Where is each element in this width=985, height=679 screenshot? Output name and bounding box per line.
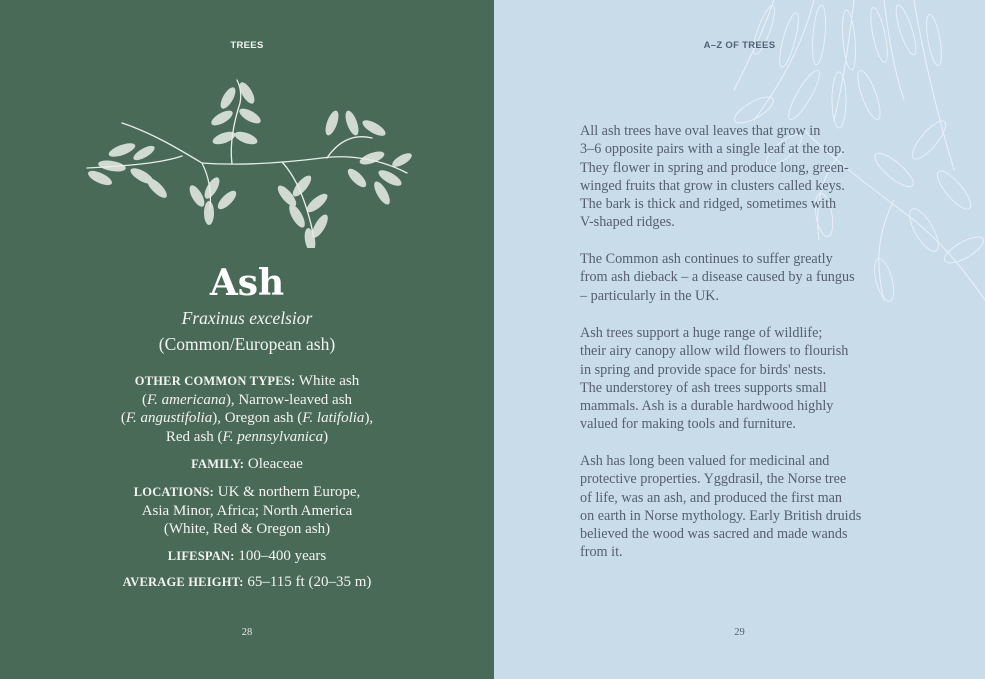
fact-value: ( <box>141 391 147 408</box>
fact-label: LIFESPAN: <box>167 549 235 563</box>
fact-value: ) <box>323 428 329 445</box>
latin-name: Fraxinus excelsior <box>181 308 313 328</box>
text-line: – particularly in the UK. <box>580 287 720 304</box>
fact-label: AVERAGE HEIGHT: <box>122 575 244 589</box>
fact-height <box>90 573 404 592</box>
fact-locations <box>90 483 404 539</box>
text-line: The bark is thick and ridged, sometimes with <box>580 196 837 213</box>
text-line: mammals. Ash is a durable hardwood highly <box>580 398 834 415</box>
fact-family <box>90 455 404 474</box>
fact-value: ), Narrow-leaved ash <box>225 391 353 408</box>
text-line: from it. <box>580 544 623 561</box>
fact-value: Oleaceae <box>244 456 303 472</box>
fact-value: UK & northern Europe, <box>214 484 361 500</box>
text-line: All ash trees have oval leaves that grow in <box>580 123 821 139</box>
fact-value-italic: F. latifolia <box>302 410 365 426</box>
text-line: The understorey of ash trees supports small <box>580 379 827 396</box>
fact-value: Asia Minor, Africa; North America <box>141 502 353 519</box>
fact-value: 65–115 ft (20–35 m) <box>243 574 372 590</box>
fact-other-types <box>90 372 404 446</box>
fact-value: Red ash ( <box>165 428 223 445</box>
fact-value: ( <box>120 410 126 426</box>
page-number-left: 28 <box>241 627 253 638</box>
text-line: The Common ash continues to suffer greatly <box>580 251 833 267</box>
page-title: Ash <box>209 262 285 304</box>
running-head-left: TREES <box>230 40 264 51</box>
fact-value: White ash <box>295 373 360 389</box>
text-line: Ash trees support a huge range of wildlife; <box>580 325 823 341</box>
common-name: (Common/European ash) <box>158 334 336 354</box>
text-line: Ash has long been valued for medicinal and <box>580 453 830 469</box>
fact-value: 100–400 years <box>234 548 327 564</box>
text-line: 3–6 opposite pairs with a single leaf at the top. <box>580 141 845 158</box>
paragraph-3 <box>580 324 910 434</box>
fact-label: FAMILY: <box>191 457 245 471</box>
fact-value: (White, Red & Oregon ash) <box>163 521 331 537</box>
running-head-right: A–Z OF TREES <box>703 40 776 51</box>
fact-label: LOCATIONS: <box>133 485 215 499</box>
ash-branch-illustration-icon <box>82 78 414 248</box>
fact-value-italic: F. pennsylvanica <box>222 428 324 445</box>
text-line: their airy canopy allow wild flowers to flourish <box>580 343 849 360</box>
fact-value-italic: F. americana <box>146 391 226 408</box>
text-line: on earth in Norse mythology. Early British druids <box>580 507 862 524</box>
text-line: from ash dieback – a disease caused by a fungus <box>580 269 855 286</box>
text-line: valued for making tools and furniture. <box>580 416 796 433</box>
page-number-right: 29 <box>734 627 745 638</box>
fact-label: OTHER COMMON TYPES: <box>134 374 296 388</box>
fact-value: ), <box>364 410 374 426</box>
paragraph-2 <box>580 250 910 305</box>
paragraph-4 <box>580 452 910 562</box>
text-line: V-shaped ridges. <box>580 214 675 231</box>
fact-value: ), Oregon ash ( <box>212 410 303 426</box>
paragraph-1 <box>580 122 910 232</box>
fact-value-italic: F. angustifolia <box>125 410 213 426</box>
text-line: winged fruits that grow in clusters called keys. <box>580 177 845 194</box>
text-line: believed the wood was sacred and made wands <box>580 526 848 543</box>
text-line: of life, was an ash, and produced the first man <box>580 489 842 506</box>
text-line: protective properties. Yggdrasil, the Norse tree <box>580 471 847 488</box>
right-page <box>494 0 985 679</box>
fact-lifespan <box>90 547 404 566</box>
text-line: in spring and provide space for birds' nests. <box>580 361 827 378</box>
text-line: They flower in spring and produce long, green- <box>580 159 849 176</box>
